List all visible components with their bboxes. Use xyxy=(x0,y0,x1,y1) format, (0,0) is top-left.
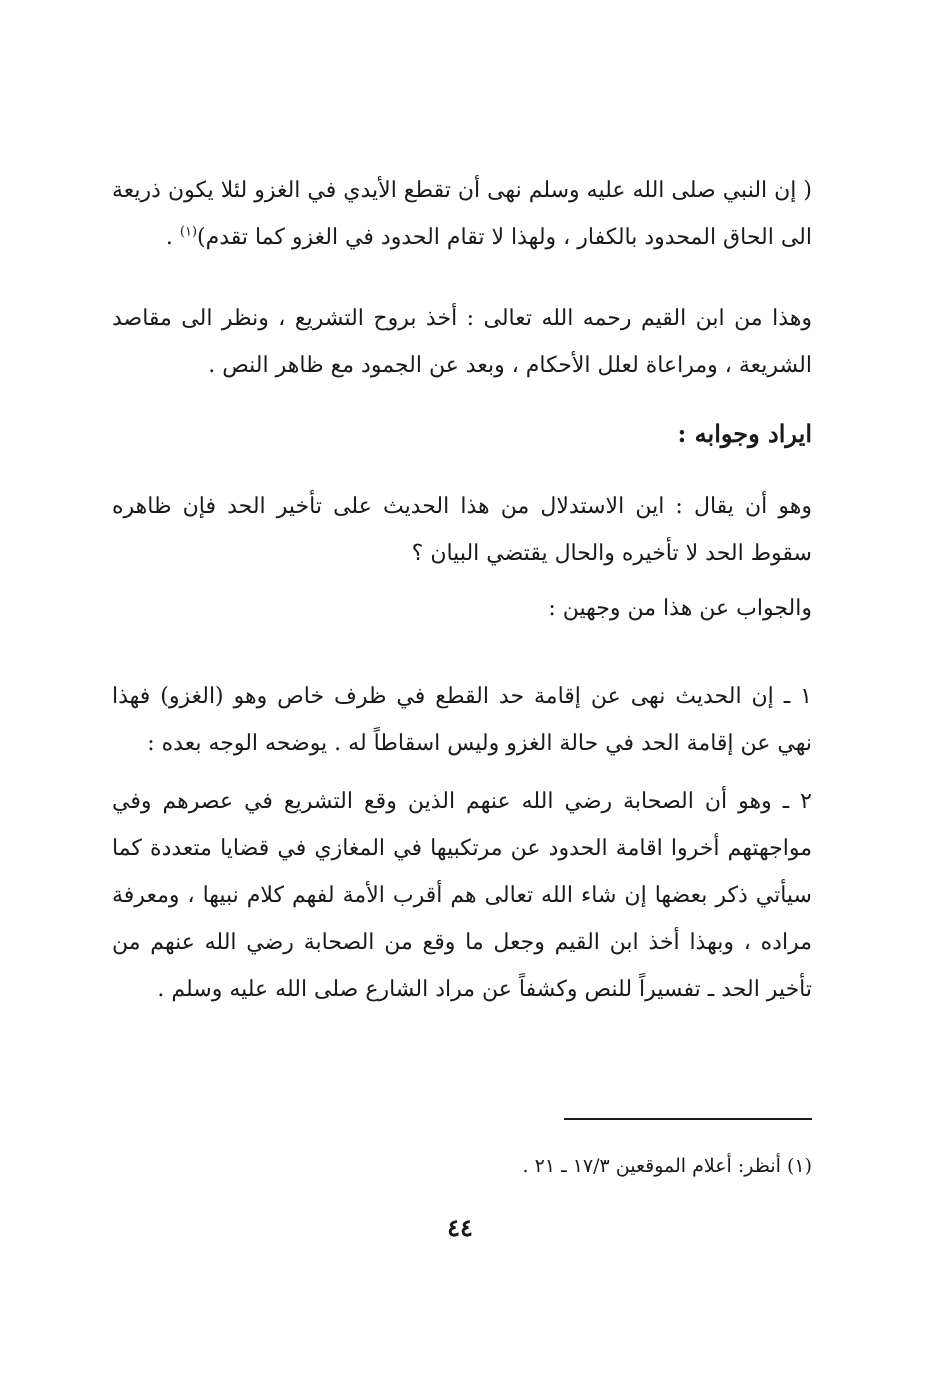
commentary-paragraph: وهذا من ابن القيم رحمه الله تعالى : أخذ بروح التشريع ، ونظر الى مقاصد الشريعة ، ومراعاة لعلل الأحكام ، وبعد عن الجمود مع ظاهر النص . xyxy=(112,306,812,378)
footnote: (١) أنظر: أعلام الموقعين ١٧/٣ ـ ٢١ . xyxy=(522,1155,812,1177)
footnote-divider xyxy=(564,1118,812,1120)
numbered-point-1: ١ ـ إن الحديث نهى عن إقامة حد القطع في ظرف خاص وهو (الغزو) فهذا نهي عن إقامة الحد في حالة الغزو وليس اسقاطاً له . يوضحه الوجه بعده : xyxy=(112,684,812,756)
quote-text: ( إن النبي صلى الله عليه وسلم نهى أن تقطع الأيدي في الغزو لئلا يكون ذريعة الى الحاق المحدود بالكفار ، ولهذا لا تقام الحدود في الغزو كما تقدم) xyxy=(112,178,812,250)
page-number: ٤٤ xyxy=(447,1213,473,1242)
footnote-reference: (١) xyxy=(179,224,198,240)
quote-tail: . xyxy=(165,225,180,250)
objection-paragraph: وهو أن يقال : اين الاستدلال من هذا الحديث على تأخير الحد فإن ظاهره سقوط الحد لا تأخيره والحال يقتضي البيان ؟ xyxy=(112,494,812,566)
numbered-point-2: ٢ ـ وهو أن الصحابة رضي الله عنهم الذين وقع التشريع في عصرهم وفي مواجهتهم أخروا اقامة الحدود عن مرتكبيها في المغازي في قضايا متعددة كما سيأتي ذكر بعضها إن شاء الله تعالى هم أقرب الأمة لفهم كلام نبيها ، ومعرفة مراده ، وبهذا أخذ ابن القيم وجعل ما وقع من الصحابة رضي الله عنهم من تأخير الحد ـ تفسيراً للنص وكشفاً عن مراد الشارع صلى الله عليه وسلم . xyxy=(112,789,812,1002)
quote-paragraph xyxy=(112,167,812,261)
answer-intro: والجواب عن هذا من وجهين : xyxy=(548,596,812,621)
section-heading: ايراد وجوابه : xyxy=(677,419,812,448)
